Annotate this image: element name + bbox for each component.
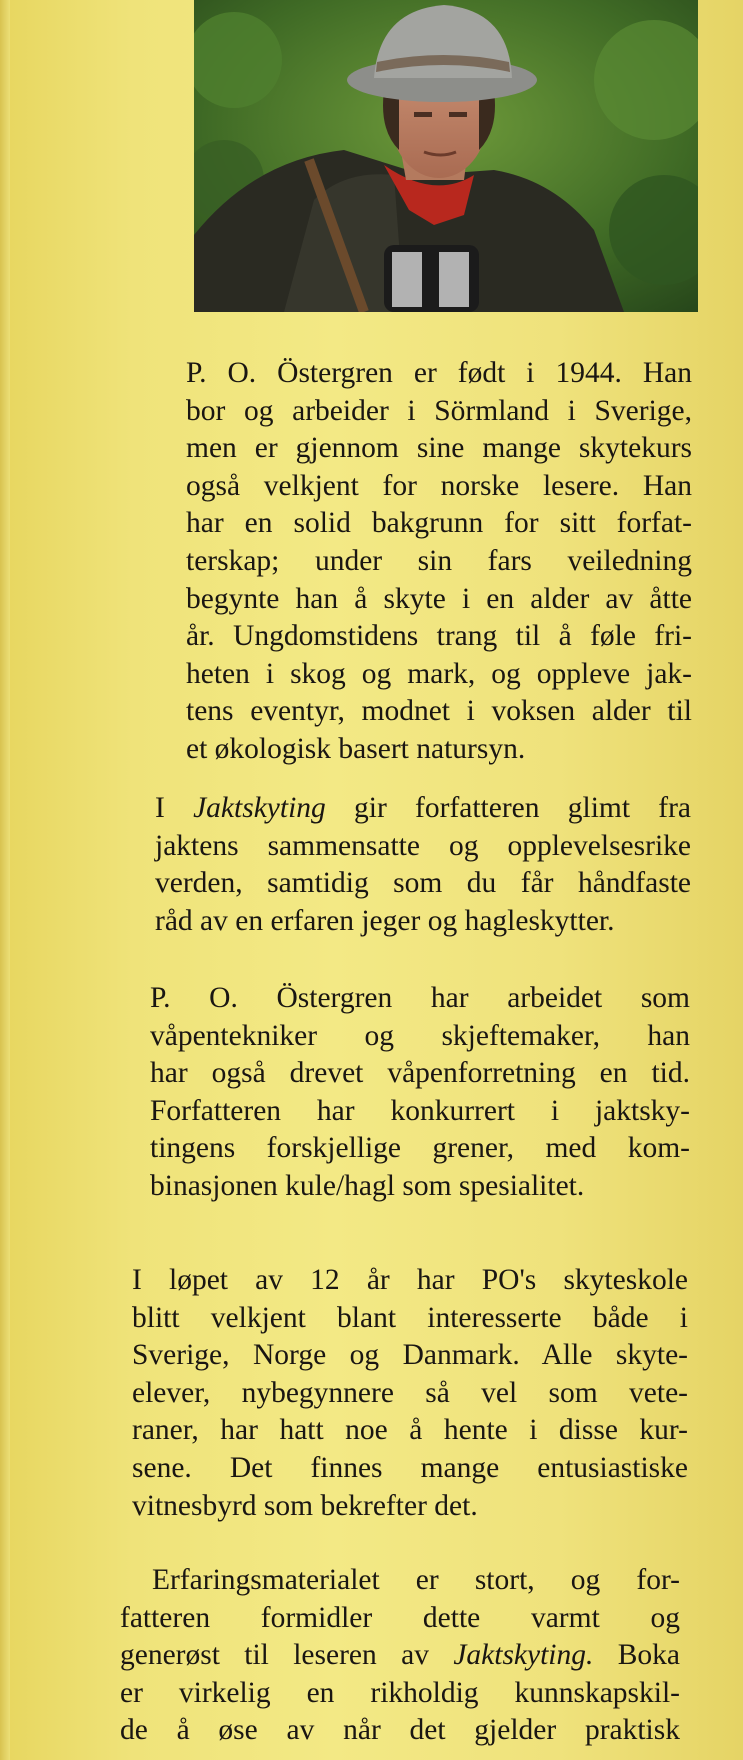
text-line: vitnesbyrd som bekrefter det. (132, 1489, 478, 1522)
text-line: sene. Det finnes mange entusiastiske (132, 1451, 688, 1484)
author-career-paragraph (150, 980, 690, 1206)
author-photo (194, 0, 698, 312)
text-line: men er gjennom sine mange skytekurs (186, 432, 692, 465)
text-line: heten i skog og mark, og oppleve jak- (186, 657, 692, 690)
text-line: jaktens sammensatte og opplevelsesrike (155, 829, 691, 862)
text-line: de å øse av når det gjelder praktisk (120, 1714, 680, 1747)
book-description-paragraph (155, 790, 691, 940)
text-line: elever, nybegynnere så vel som vete- (132, 1376, 688, 1409)
text-line: har en solid bakgrunn for sitt forfat- (186, 507, 692, 540)
text-line (155, 790, 691, 828)
page-edge (0, 0, 10, 1760)
text-line: et økologisk basert natursyn. (186, 732, 526, 765)
text-line: tens eventyr, modnet i voksen alder til (186, 695, 692, 728)
text-fragment: Boka (617, 1639, 681, 1672)
text-line: P. O. Östergren har arbeidet som (150, 982, 690, 1014)
text-line: er virkelig en rikholdig kunnskapskil- (120, 1676, 680, 1709)
author-portrait-photo-icon (194, 0, 698, 312)
text-line: fatteren formidler dette varmt og (120, 1601, 680, 1634)
text-fragment: I (155, 792, 165, 824)
book-title: Jaktskyting (193, 792, 326, 824)
text-line: bor og arbeider i Sörmland i Sverige, (186, 394, 692, 427)
text-line: råd av en erfaren jeger og hagleskytter. (155, 904, 615, 937)
text-line: Erfaringsmaterialet er stort, og for- (152, 1564, 680, 1596)
experience-paragraph (120, 1562, 680, 1750)
text-line: begynte han å skyte i en alder av åtte (186, 582, 692, 615)
author-bio-paragraph (186, 355, 692, 769)
text-line: blitt velkjent blant interesserte både i (132, 1301, 688, 1334)
text-line: I løpet av 12 år har PO's skyteskole (132, 1264, 688, 1296)
text-fragment: generøst til leseren av (120, 1639, 429, 1672)
text-line: tingens forskjellige grener, med kom- (150, 1132, 690, 1165)
book-title: Jaktskyting. (453, 1639, 594, 1672)
text-line: verden, samtidig som du får håndfaste (155, 867, 691, 900)
text-line: har også drevet våpenforretning en tid. (150, 1057, 690, 1090)
text-line: også velkjent for norske lesere. Han (186, 469, 692, 502)
text-line: Sverige, Norge og Danmark. Alle skyte- (132, 1339, 688, 1372)
text-line: terskap; under sin fars veiledning (186, 544, 692, 577)
text-line: binasjonen kule/hagl som spesialitet. (150, 1169, 585, 1202)
text-line (120, 1637, 680, 1675)
text-line: P. O. Östergren er født i 1944. Han (186, 357, 692, 389)
text-line: år. Ungdomstidens trang til å føle fri- (186, 620, 692, 653)
shooting-school-paragraph (132, 1262, 688, 1525)
text-line: raner, har hatt noe å hente i disse kur- (132, 1414, 688, 1447)
text-fragment: gir forfatteren glimt fra (354, 792, 692, 824)
text-line: våpentekniker og skjeftemaker, han (150, 1019, 690, 1052)
text-line: Forfatteren har konkurrert i jaktsky- (150, 1094, 690, 1127)
